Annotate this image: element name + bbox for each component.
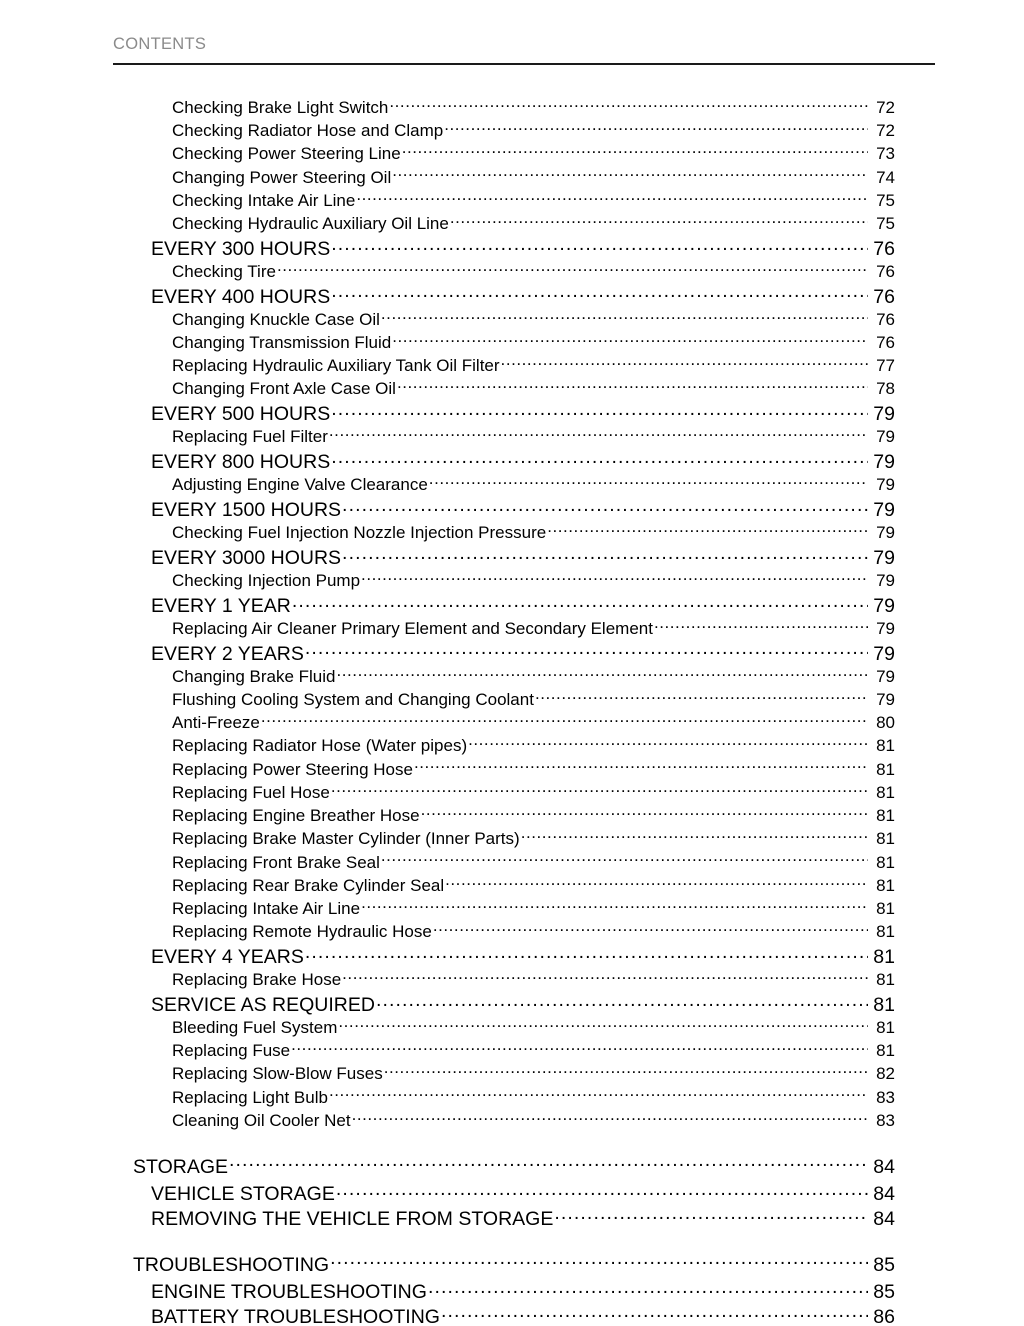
toc-page-number: 81 [873,945,895,968]
toc-entry-title: Anti-Freeze [172,713,260,733]
toc-entry-title: Checking Tire [172,261,276,281]
toc-leader-dots [381,851,868,868]
toc-entry-title: REMOVING THE VEHICLE FROM STORAGE [151,1207,554,1230]
toc-entry-title: Checking Power Steering Line [172,144,401,164]
toc-entry[interactable] [0,1180,1024,1205]
toc-entry-title: Replacing Intake Air Line [172,898,361,918]
toc-page-number: 76 [876,309,895,329]
toc-entry-title: Replacing Rear Brake Cylinder Seal [172,875,445,895]
toc-entry[interactable] [0,212,1024,235]
toc-entry[interactable] [0,354,1024,377]
toc-entry-title: Changing Brake Fluid [172,666,336,686]
toc-entry[interactable] [0,401,1024,426]
toc-leader-dots [547,521,868,538]
toc-entry[interactable] [0,991,1024,1016]
toc-entry-title: Checking Radiator Hose and Clamp [172,121,444,141]
toc-page-number: 81 [876,829,895,849]
toc-entry[interactable] [0,968,1024,991]
toc-leader-dots [521,827,868,844]
toc-leader-dots [342,968,868,985]
toc-entry[interactable] [0,1205,1024,1230]
toc-entry[interactable] [0,1062,1024,1085]
toc-entry[interactable] [0,283,1024,308]
toc-entry-title: EVERY 3000 HOURS [151,546,342,569]
toc-page-number: 81 [876,1041,895,1061]
toc-page-number: 78 [876,379,895,399]
toc-entry[interactable] [0,119,1024,142]
toc-entry-title: Adjusting Engine Valve Clearance [172,475,428,495]
toc-leader-dots [445,874,868,891]
toc-page-number: 81 [876,970,895,990]
toc-page-number: 79 [876,475,895,495]
toc-leader-dots [421,804,868,821]
toc-entry[interactable] [0,758,1024,781]
toc-entry[interactable] [0,592,1024,617]
toc-entry-title: Checking Fuel Injection Nozzle Injection Pressure [172,523,547,543]
toc-page-number: 81 [876,782,895,802]
toc-entry[interactable] [0,496,1024,521]
toc-page-number: 72 [876,121,895,141]
toc-leader-dots [329,425,868,442]
toc-entry-title: Replacing Light Bulb [172,1087,328,1107]
toc-page-number: 76 [876,333,895,353]
toc-leader-dots [501,354,868,371]
toc-leader-dots [331,401,868,421]
toc-entry[interactable] [0,943,1024,968]
toc-entry-title: Flushing Cooling System and Changing Coolant [172,690,534,710]
toc-page-number: 81 [876,898,895,918]
toc-page-number: 79 [876,690,895,710]
toc-page-number: 79 [876,571,895,591]
toc-leader-dots [336,665,868,682]
toc-leader-dots [444,119,868,136]
toc-page-number: 80 [876,713,895,733]
toc-entry[interactable] [0,920,1024,943]
toc-leader-dots [338,1016,868,1033]
toc-page-number: 77 [876,356,895,376]
toc-entry[interactable] [0,449,1024,474]
toc-leader-dots [450,212,868,229]
toc-leader-dots [329,1086,868,1103]
toc-entry-title: Replacing Air Cleaner Primary Element and Secondary Element [172,618,653,638]
toc-entry[interactable] [0,142,1024,165]
toc-page-number: 79 [876,666,895,686]
toc-leader-dots [384,1062,868,1079]
toc-entry-title: Replacing Fuel Filter [172,427,328,447]
toc-entry-title: EVERY 4 YEARS [151,945,304,968]
toc-entry[interactable] [0,1086,1024,1109]
toc-entry[interactable] [0,425,1024,448]
toc-entry[interactable] [0,1109,1024,1132]
toc-entry[interactable] [0,1252,1024,1279]
toc-page-number: 75 [876,190,895,210]
toc-leader-dots [554,1205,868,1225]
toc-leader-dots [654,617,868,634]
toc-leader-dots [428,1278,868,1298]
toc-entry[interactable] [0,189,1024,212]
toc-entry[interactable] [0,235,1024,260]
toc-page-number: 79 [876,523,895,543]
toc-page-number: 85 [873,1254,895,1277]
toc-entry-title: EVERY 2 YEARS [151,642,304,665]
toc-page-number: 79 [876,618,895,638]
toc-page-number: 76 [873,237,895,260]
toc-entry-title: EVERY 500 HOURS [151,403,331,426]
toc-entry-title: Replacing Brake Hose [172,970,342,990]
toc-entry[interactable] [0,1016,1024,1039]
toc-entry-title: Cleaning Oil Cooler Net [172,1110,351,1130]
toc-entry-title: Checking Hydraulic Auxiliary Oil Line [172,214,449,234]
toc-entry-title: Replacing Front Brake Seal [172,852,380,872]
toc-entry-title: Checking Injection Pump [172,571,361,591]
toc-page-number: 79 [873,594,895,617]
toc-entry-title: EVERY 800 HOURS [151,451,331,474]
toc-leader-dots [292,592,868,612]
toc-page-number: 76 [873,285,895,308]
toc-entry[interactable] [0,308,1024,331]
toc-leader-dots [291,1039,868,1056]
toc-page-number: 81 [876,922,895,942]
toc-leader-dots [376,991,868,1011]
toc-leader-dots [331,283,868,303]
toc-entry[interactable] [0,521,1024,544]
toc-entry-title: EVERY 400 HOURS [151,285,331,308]
toc-entry-title: VEHICLE STORAGE [151,1182,335,1205]
toc-leader-dots [336,1180,868,1200]
toc-leader-dots [229,1154,868,1174]
toc-entry-title: Changing Transmission Fluid [172,333,392,353]
toc-leader-dots [389,96,868,113]
toc-page-number: 76 [876,261,895,281]
toc-page-number: 81 [876,806,895,826]
toc-page-number: 79 [876,427,895,447]
page-header-label: CONTENTS [113,35,207,53]
toc-entry[interactable] [0,1154,1024,1181]
toc-entry-title: Checking Brake Light Switch [172,98,389,117]
toc-entry-title: Replacing Power Steering Hose [172,759,413,779]
toc-page-number: 83 [876,1087,895,1107]
toc-entry[interactable] [0,331,1024,354]
toc-page-number: 79 [873,403,895,426]
toc-entry-title: Replacing Fuel Hose [172,782,330,802]
toc-entry[interactable] [0,711,1024,734]
toc-entry[interactable] [0,617,1024,640]
section-spacer [0,1230,1024,1252]
toc-entry-title: Checking Intake Air Line [172,190,356,210]
toc-entry[interactable] [0,804,1024,827]
toc-page-number: 84 [873,1182,895,1205]
toc-entry-title: Replacing Brake Master Cylinder (Inner Parts) [172,829,520,849]
toc-leader-dots [342,544,868,564]
toc-entry[interactable] [0,781,1024,804]
toc-leader-dots [402,142,868,159]
toc-leader-dots [261,711,868,728]
toc-page-number: 79 [873,546,895,569]
toc-leader-dots [361,569,868,586]
toc-page-number: 81 [876,759,895,779]
toc-leader-dots [535,688,868,705]
toc-entry-title: Changing Front Axle Case Oil [172,379,396,399]
toc-entry[interactable] [0,377,1024,400]
toc-entry-title: ENGINE TROUBLESHOOTING [151,1280,427,1303]
toc-entry-title: Replacing Engine Breather Hose [172,806,420,826]
toc-entry[interactable] [0,640,1024,665]
toc-leader-dots [305,640,868,660]
toc-entry[interactable] [0,851,1024,874]
toc-leader-dots [361,897,868,914]
toc-leader-dots [331,449,868,469]
toc-entry-title: SERVICE AS REQUIRED [151,993,375,1016]
toc-leader-dots [331,235,868,255]
table-of-contents [0,96,1024,1326]
toc-entry[interactable] [0,569,1024,592]
toc-leader-dots [352,1109,868,1126]
toc-leader-dots [277,260,868,277]
toc-page-number: 83 [876,1110,895,1130]
toc-leader-dots [392,331,868,348]
toc-page-number: 79 [873,498,895,521]
toc-entry-title: Changing Power Steering Oil [172,167,392,187]
toc-entry[interactable] [0,473,1024,496]
toc-entry-title: Replacing Hydraulic Auxiliary Tank Oil Filter [172,356,500,376]
toc-leader-dots [429,473,868,490]
toc-page-number: 81 [876,852,895,872]
toc-page-number: 85 [873,1280,895,1303]
toc-leader-dots [330,1252,868,1272]
toc-leader-dots [305,943,868,963]
toc-entry[interactable] [0,734,1024,757]
section-spacer [0,1132,1024,1154]
toc-entry-title: EVERY 300 HOURS [151,237,331,260]
toc-entry-title: BATTERY TROUBLESHOOTING [151,1305,440,1326]
toc-entry[interactable] [0,1278,1024,1303]
toc-leader-dots [392,166,868,183]
toc-page-number: 73 [876,144,895,164]
toc-entry[interactable] [0,96,1024,119]
toc-entry[interactable] [0,166,1024,189]
toc-leader-dots [433,920,868,937]
toc-page-number: 84 [873,1207,895,1230]
toc-entry[interactable] [0,544,1024,569]
toc-entry-title: Changing Knuckle Case Oil [172,309,380,329]
page-header [113,34,935,73]
toc-entry[interactable] [0,1039,1024,1062]
toc-page-number: 74 [876,167,895,187]
toc-entry[interactable] [0,827,1024,850]
toc-leader-dots [441,1303,868,1323]
toc-entry-title: Replacing Fuse [172,1041,291,1061]
toc-entry[interactable] [0,897,1024,920]
toc-page-number: 75 [876,214,895,234]
toc-leader-dots [342,496,868,516]
toc-leader-dots [397,377,868,394]
toc-entry-title: EVERY 1500 HOURS [151,498,342,521]
toc-leader-dots [381,308,868,325]
toc-leader-dots [468,734,868,751]
header-divider [113,63,935,65]
toc-page-number: 72 [876,98,895,117]
toc-entry-title: Replacing Radiator Hose (Water pipes) [172,736,468,756]
toc-page-number: 79 [873,451,895,474]
toc-leader-dots [414,758,868,775]
toc-entry-title: STORAGE [133,1156,228,1179]
toc-entry-title: EVERY 1 YEAR [151,594,291,617]
toc-entry[interactable] [0,260,1024,283]
toc-leader-dots [356,189,868,206]
toc-entry[interactable] [0,665,1024,688]
toc-entry-title: Replacing Remote Hydraulic Hose [172,922,432,942]
toc-page-number: 84 [873,1156,895,1179]
toc-entry-title: TROUBLESHOOTING [133,1254,330,1277]
toc-entry-title: Bleeding Fuel System [172,1017,338,1037]
toc-page-number: 81 [876,736,895,756]
toc-entry[interactable] [0,688,1024,711]
toc-page-number: 81 [873,993,895,1016]
toc-page-number: 82 [876,1064,895,1084]
toc-page-number: 79 [873,642,895,665]
toc-entry-title: Replacing Slow-Blow Fuses [172,1064,383,1084]
toc-page-number: 81 [876,1017,895,1037]
toc-entry[interactable] [0,1303,1024,1326]
toc-leader-dots [331,781,868,798]
toc-page-number: 81 [876,875,895,895]
toc-entry[interactable] [0,874,1024,897]
toc-page-number: 86 [873,1305,895,1326]
